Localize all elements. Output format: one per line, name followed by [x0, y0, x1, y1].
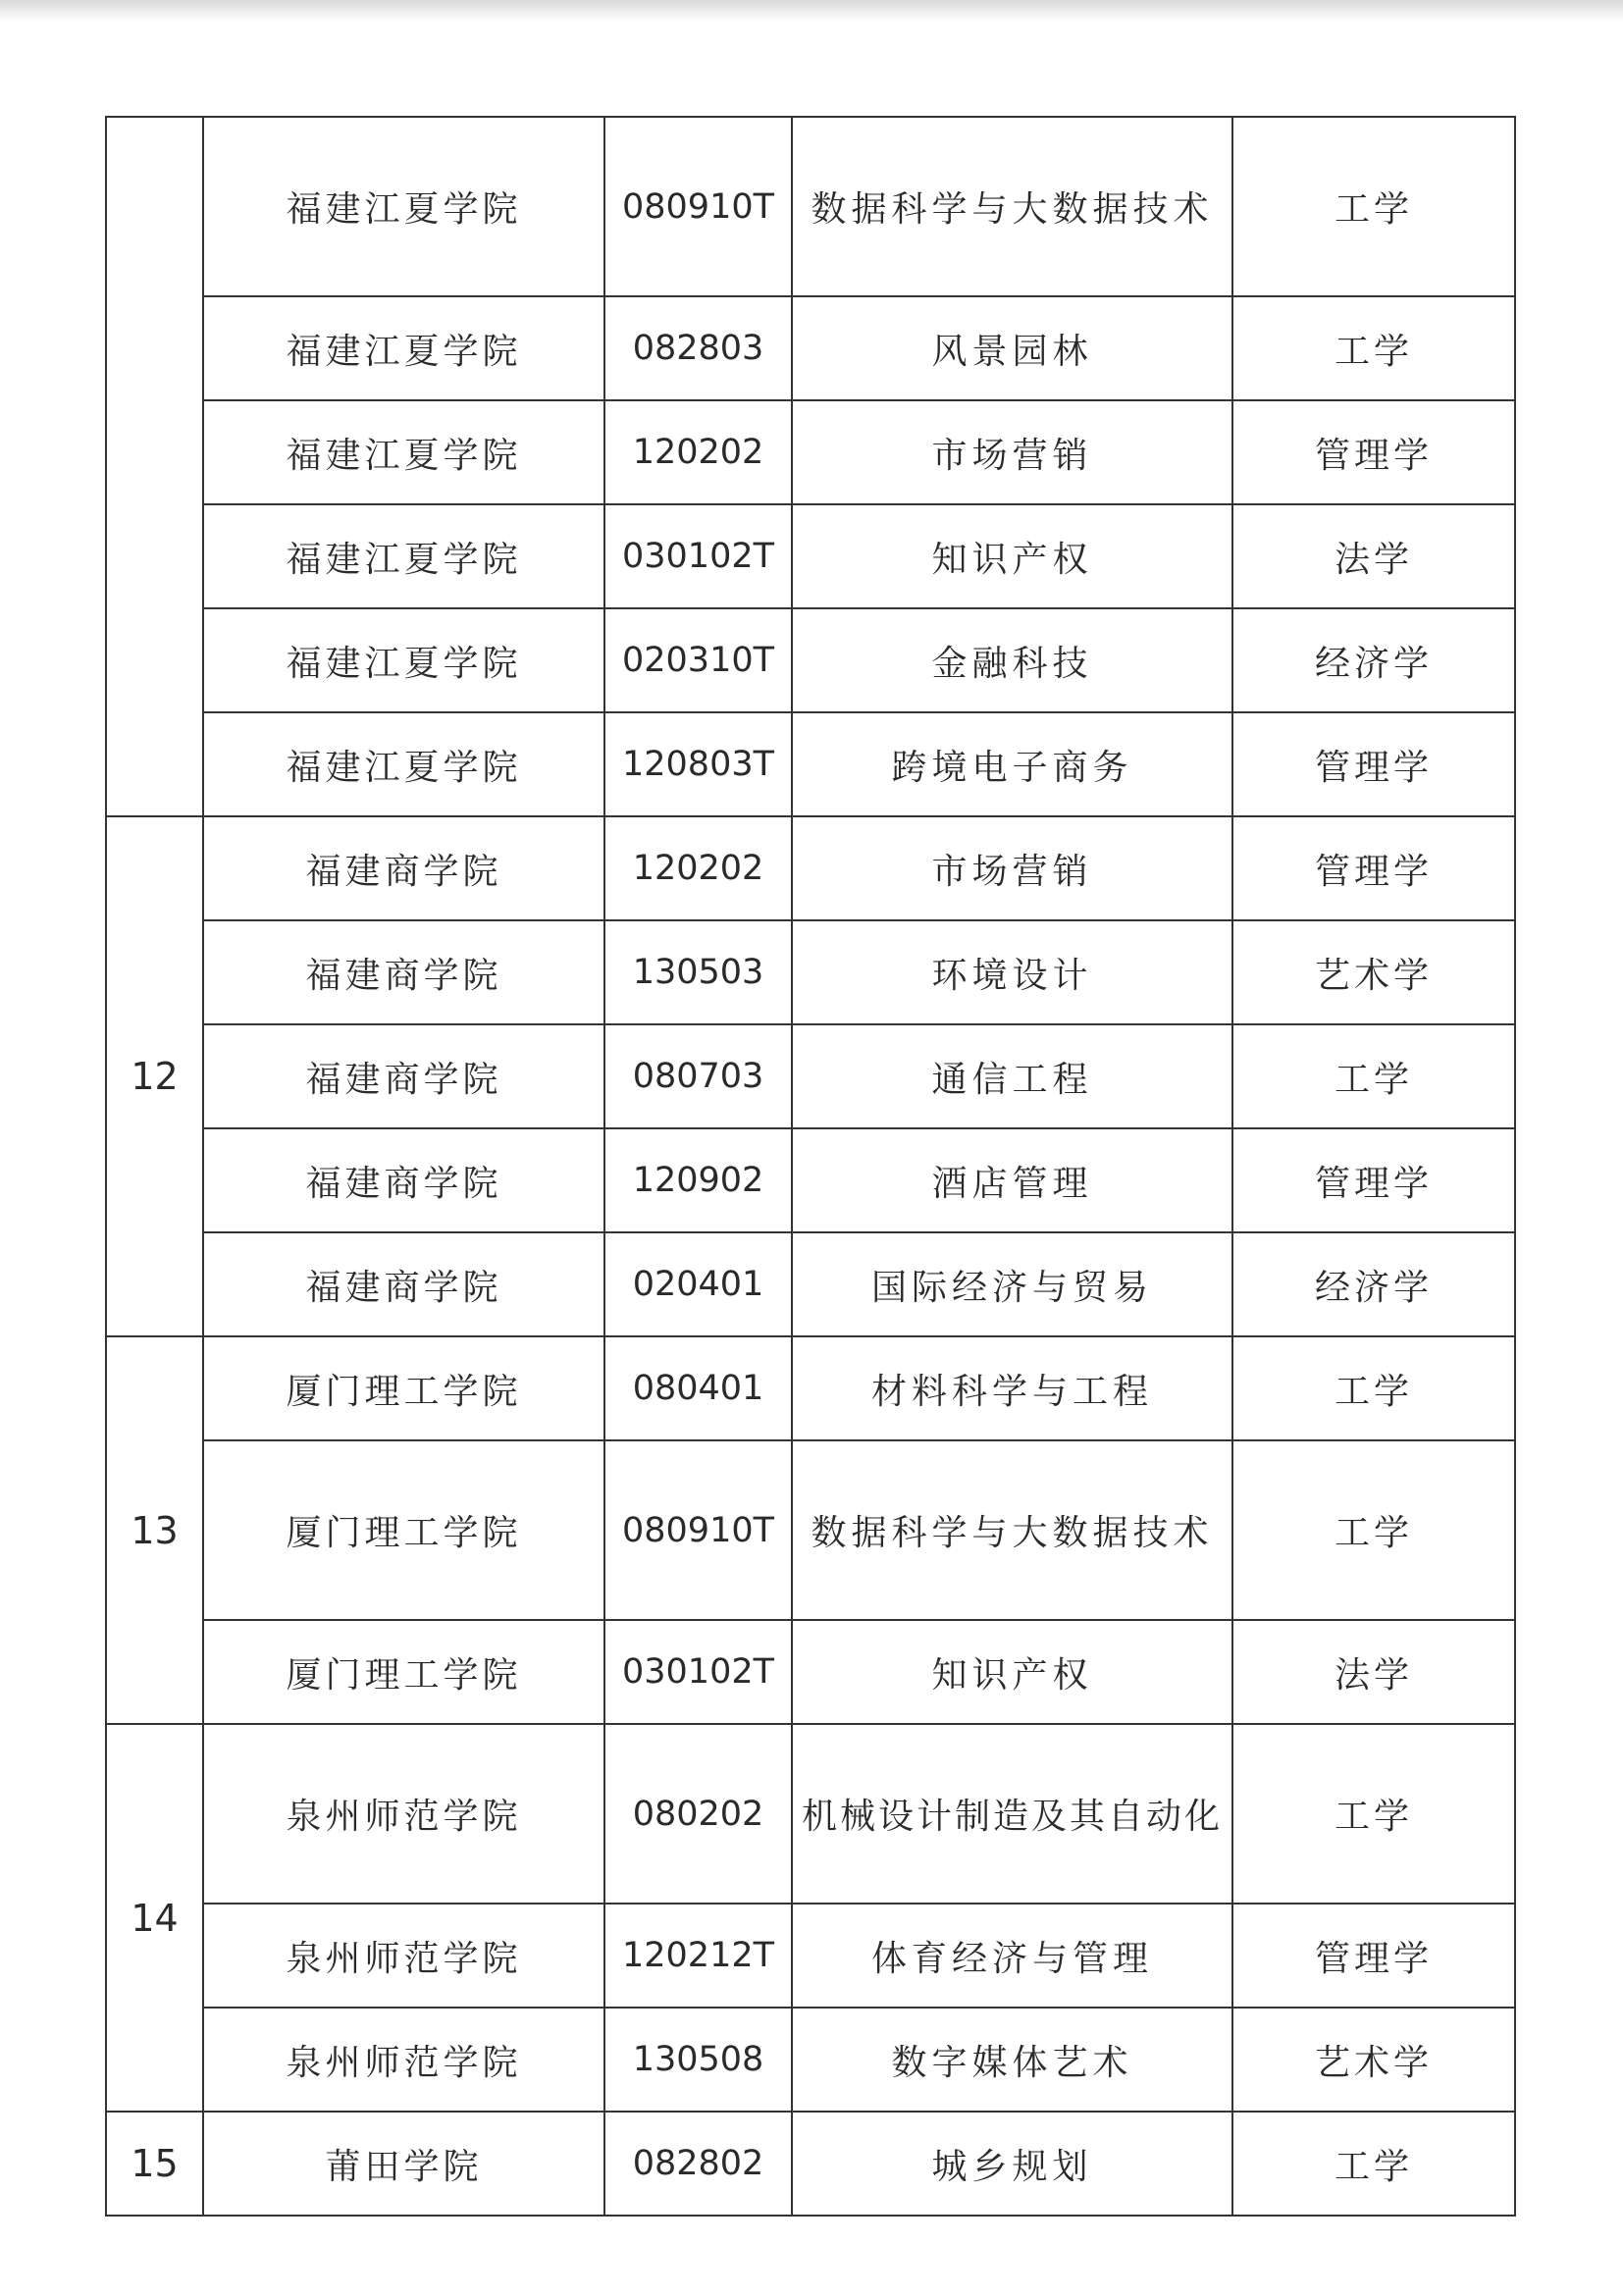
major-cell: 数据科学与大数据技术: [792, 117, 1232, 296]
school-cell: 福建江夏学院: [203, 504, 604, 608]
code-cell: 080703: [604, 1024, 792, 1128]
category-cell: 管理学: [1232, 816, 1515, 920]
major-cell: 知识产权: [792, 504, 1232, 608]
category-cell: 工学: [1232, 296, 1515, 400]
table-row: [106, 1232, 1515, 1336]
table-row: [106, 504, 1515, 608]
school-cell: 泉州师范学院: [203, 1904, 604, 2008]
major-cell: 城乡规划: [792, 2112, 1232, 2216]
school-cell: 福建商学院: [203, 1232, 604, 1336]
table-row: [106, 296, 1515, 400]
code-cell: 120202: [604, 400, 792, 504]
code-cell: 130503: [604, 920, 792, 1024]
table-row: [106, 1128, 1515, 1232]
school-cell: 福建商学院: [203, 1024, 604, 1128]
table-row: [106, 1724, 1515, 1904]
school-cell: 福建商学院: [203, 816, 604, 920]
code-cell: 030102T: [604, 1620, 792, 1724]
school-cell: 泉州师范学院: [203, 1724, 604, 1904]
category-cell: 工学: [1232, 1336, 1515, 1440]
category-cell: 管理学: [1232, 712, 1515, 816]
code-cell: 080910T: [604, 117, 792, 296]
category-cell: 艺术学: [1232, 920, 1515, 1024]
category-cell: 管理学: [1232, 1128, 1515, 1232]
category-cell: 管理学: [1232, 1904, 1515, 2008]
code-cell: 082802: [604, 2112, 792, 2216]
category-cell: 工学: [1232, 117, 1515, 296]
category-cell: 工学: [1232, 1440, 1515, 1620]
category-cell: 管理学: [1232, 400, 1515, 504]
code-cell: 082803: [604, 296, 792, 400]
table-row: [106, 1440, 1515, 1620]
group-number-cell: [106, 117, 203, 816]
school-cell: 福建江夏学院: [203, 117, 604, 296]
table-row: [106, 1904, 1515, 2008]
major-cell: 机械设计制造及其自动化: [792, 1724, 1232, 1904]
school-cell: 泉州师范学院: [203, 2008, 604, 2112]
code-cell: 080401: [604, 1336, 792, 1440]
school-cell: 福建商学院: [203, 1128, 604, 1232]
category-cell: 法学: [1232, 504, 1515, 608]
table-row: [106, 400, 1515, 504]
table-row: [106, 2112, 1515, 2216]
school-cell: 福建江夏学院: [203, 296, 604, 400]
table-row: [106, 1024, 1515, 1128]
table-row: [106, 920, 1515, 1024]
table-row: [106, 1620, 1515, 1724]
code-cell: 120212T: [604, 1904, 792, 2008]
code-cell: 020310T: [604, 608, 792, 712]
code-cell: 080910T: [604, 1440, 792, 1620]
code-cell: 120202: [604, 816, 792, 920]
major-cell: 酒店管理: [792, 1128, 1232, 1232]
major-cell: 知识产权: [792, 1620, 1232, 1724]
code-cell: 120803T: [604, 712, 792, 816]
table-row: [106, 608, 1515, 712]
group-number-cell: 13: [106, 1336, 203, 1724]
school-cell: 福建江夏学院: [203, 712, 604, 816]
major-cell: 市场营销: [792, 400, 1232, 504]
category-cell: 经济学: [1232, 1232, 1515, 1336]
major-cell: 金融科技: [792, 608, 1232, 712]
major-cell: 数字媒体艺术: [792, 2008, 1232, 2112]
table-row: [106, 117, 1515, 296]
school-cell: 厦门理工学院: [203, 1336, 604, 1440]
table-row: [106, 712, 1515, 816]
category-cell: 艺术学: [1232, 2008, 1515, 2112]
code-cell: 080202: [604, 1724, 792, 1904]
category-cell: 经济学: [1232, 608, 1515, 712]
group-number-cell: 12: [106, 816, 203, 1336]
school-cell: 福建江夏学院: [203, 400, 604, 504]
table-row: [106, 2008, 1515, 2112]
table-row: [106, 1336, 1515, 1440]
majors-table: [105, 116, 1516, 2217]
category-cell: 工学: [1232, 2112, 1515, 2216]
code-cell: 120902: [604, 1128, 792, 1232]
major-cell: 通信工程: [792, 1024, 1232, 1128]
code-cell: 030102T: [604, 504, 792, 608]
school-cell: 厦门理工学院: [203, 1440, 604, 1620]
major-cell: 数据科学与大数据技术: [792, 1440, 1232, 1620]
scan-edge: [0, 0, 1623, 22]
category-cell: 工学: [1232, 1724, 1515, 1904]
major-cell: 环境设计: [792, 920, 1232, 1024]
major-cell: 跨境电子商务: [792, 712, 1232, 816]
table-row: [106, 816, 1515, 920]
school-cell: 莆田学院: [203, 2112, 604, 2216]
code-cell: 020401: [604, 1232, 792, 1336]
school-cell: 福建商学院: [203, 920, 604, 1024]
major-cell: 风景园林: [792, 296, 1232, 400]
school-cell: 厦门理工学院: [203, 1620, 604, 1724]
group-number-cell: 14: [106, 1724, 203, 2112]
major-cell: 体育经济与管理: [792, 1904, 1232, 2008]
major-cell: 市场营销: [792, 816, 1232, 920]
code-cell: 130508: [604, 2008, 792, 2112]
group-number-cell: 15: [106, 2112, 203, 2216]
major-cell: 材料科学与工程: [792, 1336, 1232, 1440]
major-cell: 国际经济与贸易: [792, 1232, 1232, 1336]
category-cell: 工学: [1232, 1024, 1515, 1128]
category-cell: 法学: [1232, 1620, 1515, 1724]
school-cell: 福建江夏学院: [203, 608, 604, 712]
